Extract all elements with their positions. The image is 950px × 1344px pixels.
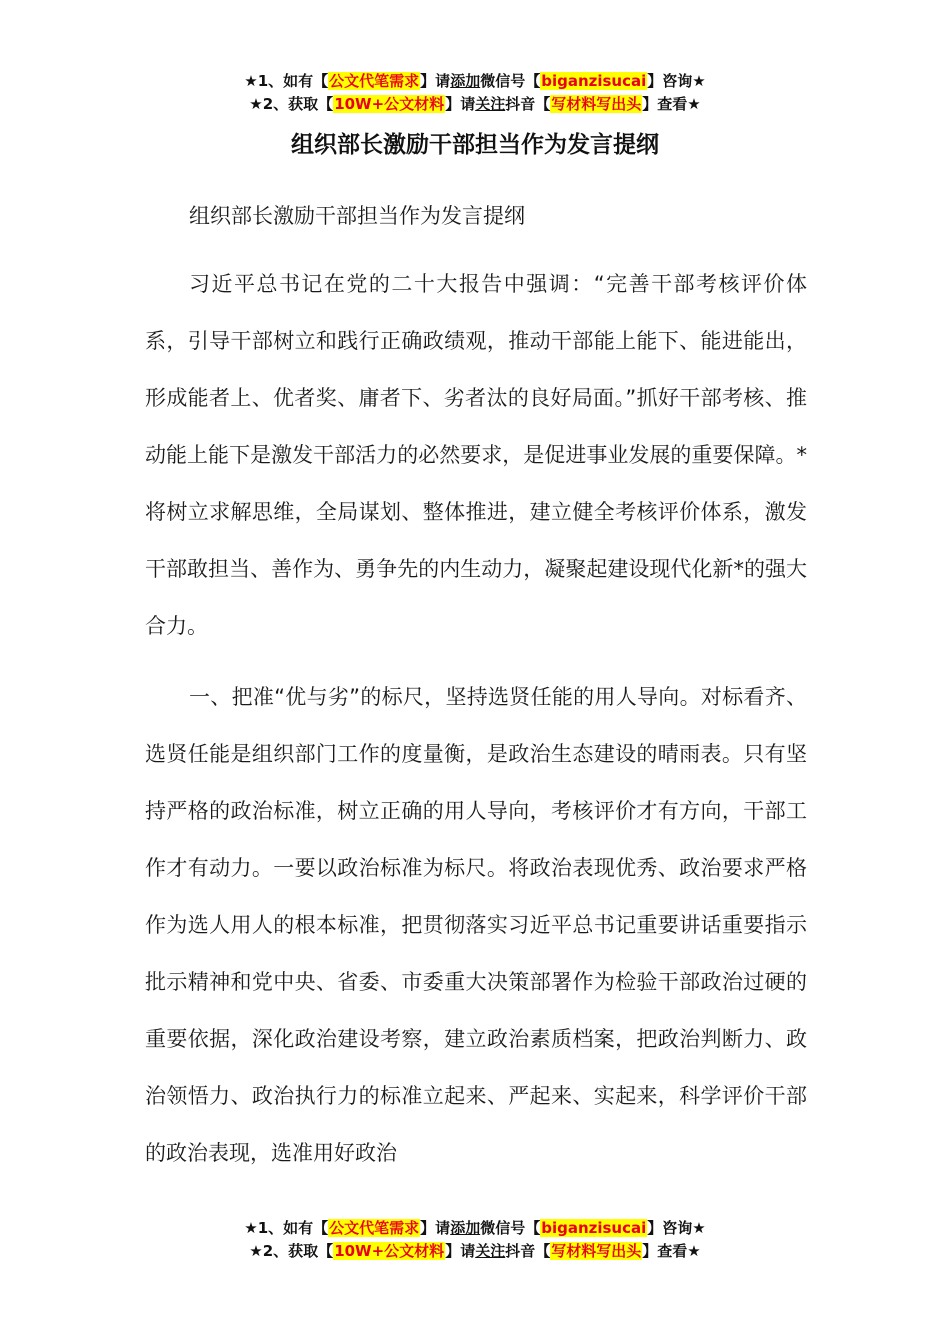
banner-line-2 [0, 93, 950, 116]
banner-text: 微信号【 [480, 72, 541, 90]
underlined-text: 添加 [450, 72, 481, 90]
highlight-douyin-account: 写材料写出头 [551, 95, 642, 113]
header-banner [0, 70, 950, 116]
banner-text: 】咨询★ [647, 1219, 706, 1237]
paragraph-intro: 习近平总书记在党的二十大报告中强调：“完善干部考核评价体系，引导干部树立和践行正确政绩观，推动干部能上能下、能进能出，形成能者上、优者奖、庸者下、劣者汰的良好局面。”抓好干部考核、推动能上能下是激发干部活力的必然要求，是促进事业发展的重要保障。*将树立求解思维，全局谋划、整体推进，建立健全考核评价体系，激发干部敢担当、善作为、勇争先的内生动力，凝聚起建设现代化新*的强大合力。 [145, 272, 807, 638]
highlight-service: 公文代笔需求 [329, 72, 420, 90]
highlight-service: 公文代笔需求 [329, 1219, 420, 1237]
banner-text: 】请 [445, 1242, 476, 1260]
banner-text: 】请 [445, 95, 476, 113]
paragraph-section-1: 一、把准“优与劣”的标尺，坚持选贤任能的用人导向。对标看齐、选贤任能是组织部门工作的度量衡，是政治生态建设的晴雨表。只有坚持严格的政治标准，树立正确的用人导向，考核评价才有方向，干部工作才有动力。一要以政治标准为标尺。将政治表现优秀、政治要求严格作为选人用人的根本标准，把贯彻落实习近平总书记重要讲话重要指示批示精神和党中央、省委、市委重大决策部署作为检验干部政治过硬的重要依据，深化政治建设考察，建立政治素质档案，把政治判断力、政治领悟力、政治执行力的标准立起来、严起来、实起来，科学评价干部的政治表现，选准用好政治 [145, 685, 807, 1165]
banner-text: 】请 [420, 72, 451, 90]
highlight-douyin-account: 写材料写出头 [551, 1242, 642, 1260]
banner-text: 抖音【 [505, 95, 551, 113]
underlined-text: 添加 [450, 1219, 481, 1237]
banner-text: ★1、如有【 [244, 72, 329, 90]
banner-text: ★2、获取【 [249, 1242, 334, 1260]
document-subtitle: 组织部长激励干部担当作为发言提纲 [189, 204, 525, 228]
footer-banner [0, 1217, 950, 1263]
banner-line-2 [0, 1240, 950, 1263]
highlight-materials: 10W+公文材料 [334, 1242, 445, 1260]
document-title: 组织部长激励干部担当作为发言提纲 [291, 132, 659, 158]
highlight-wechat-id: biganzisucai [541, 1219, 647, 1237]
underlined-text: 关注 [475, 1242, 506, 1260]
banner-text: 】查看★ [642, 1242, 701, 1260]
highlight-materials: 10W+公文材料 [334, 95, 445, 113]
banner-text: 抖音【 [505, 1242, 551, 1260]
banner-line-1 [0, 70, 950, 93]
banner-line-1 [0, 1217, 950, 1240]
banner-text: 】查看★ [642, 95, 701, 113]
underlined-text: 关注 [475, 95, 506, 113]
document-body [145, 196, 807, 1196]
banner-text: 微信号【 [480, 1219, 541, 1237]
banner-text: 】请 [420, 1219, 451, 1237]
banner-text: ★1、如有【 [244, 1219, 329, 1237]
highlight-wechat-id: biganzisucai [541, 72, 647, 90]
banner-text: ★2、获取【 [249, 95, 334, 113]
banner-text: 】咨询★ [647, 72, 706, 90]
